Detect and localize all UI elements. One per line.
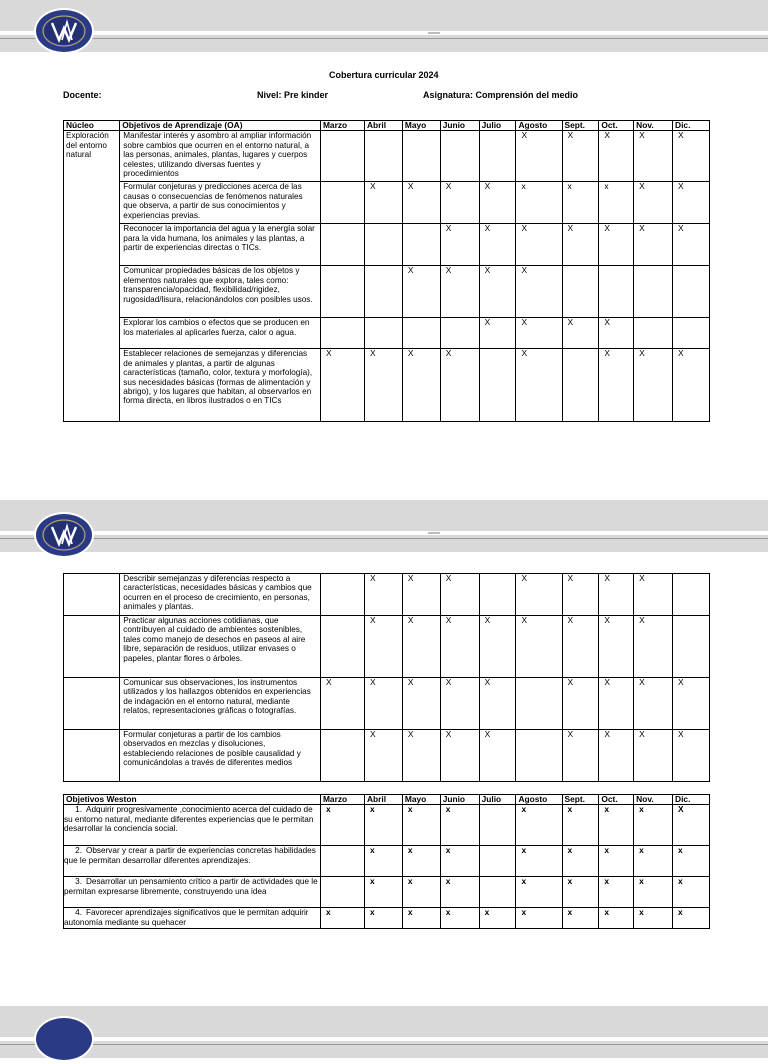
month-mark [479,349,516,422]
month-mark [479,846,516,877]
column-header: Objetivos Weston [64,795,321,805]
table-row [64,908,710,929]
table-row [64,349,710,422]
month-mark: x [440,805,479,846]
month-mark: x [320,908,364,929]
month-mark: X [673,678,710,730]
docente-label: Docente: [63,90,102,100]
month-mark [673,318,710,349]
oa-cell: Reconocer la importancia del agua y la energía solar para la vida humana, los animales y las plantas, a partir de experiencias directas o TICs. [120,224,321,266]
month-mark: X [440,730,479,782]
month-mark [673,616,710,678]
nucleo-cell-empty [64,730,120,782]
month-mark: X [599,574,634,616]
month-mark: X [516,574,562,616]
month-mark: x [516,908,562,929]
objective-number: 4. [75,908,82,918]
month-mark: X [634,182,673,224]
month-mark [320,877,364,908]
month-mark: X [402,730,440,782]
month-mark: X [562,318,599,349]
objective-text: Favorecer aprendizajes significativos que le permitan adquirir autonomía mediante su quehacer [64,908,309,927]
month-mark: X [516,224,562,266]
month-mark: x [673,908,710,929]
month-mark: X [599,349,634,422]
month-mark: x [634,846,673,877]
oa-cell: Manifestar interés y asombro al ampliar información sobre cambios que ocurren en el entorno natural, a las personas, animales, plantas, lugares y cuerpos celestes, utilizando diversas fuentes y procedimientos [120,131,321,182]
month-mark: x [364,846,402,877]
month-mark: X [402,616,440,678]
month-mark: X [479,730,516,782]
month-mark: x [562,877,599,908]
oa-cell: Practicar algunas acciones cotidianas, que contribuyen al cuidado de ambientes sostenibles, tales como manejo de desechos en paseos al aire libre, separación de residuos, utilizar envases o papeles, plantar flores o árboles. [120,616,321,678]
month-mark: X [440,266,479,318]
month-mark: X [364,730,402,782]
month-mark: x [364,877,402,908]
month-mark: x [516,182,562,224]
oa-cell: Establecer relaciones de semejanzas y diferencias de animales y plantas, a partir de algunas características (tamaño, color, textura y morfología), sus necesidades básicas (formas de alimentación y abrigo), y los lugares que habitan, al observarlos en forma directa, en libros ilustrados o en TICs [120,349,321,422]
month-mark [320,224,364,266]
table-row [64,846,710,877]
month-mark: x [402,805,440,846]
month-mark: x [634,908,673,929]
month-mark: x [599,182,634,224]
month-mark: x [402,846,440,877]
month-mark: X [320,349,364,422]
month-mark: X [634,224,673,266]
objective-number: 1. [75,805,82,815]
month-mark: X [479,266,516,318]
month-mark: x [634,805,673,846]
month-mark [440,131,479,182]
month-mark: X [562,678,599,730]
month-mark: x [364,908,402,929]
month-mark: X [402,182,440,224]
objective-text: Desarrollar un pensamiento crítico a partir de actividades que le permitan expresarse libremente, construyendo una idea [64,877,318,896]
month-mark [479,877,516,908]
month-mark [364,318,402,349]
month-mark [634,318,673,349]
column-header: Abril [364,795,402,805]
table-row [64,730,710,782]
table-row [64,182,710,224]
month-mark: X [634,349,673,422]
month-mark: X [479,182,516,224]
column-header: Agosto [516,795,562,805]
column-header: Julio [479,121,516,131]
month-mark: X [364,678,402,730]
column-header: Oct. [599,795,634,805]
month-mark [320,131,364,182]
month-mark [364,266,402,318]
month-mark: X [440,182,479,224]
weston-objective-cell [64,846,321,877]
month-mark: x [440,908,479,929]
column-header: Oct. [599,121,634,131]
month-mark: X [562,616,599,678]
month-mark: X [364,616,402,678]
month-mark: X [673,182,710,224]
month-mark [320,266,364,318]
month-mark [320,730,364,782]
month-mark [440,318,479,349]
month-mark: X [634,574,673,616]
month-mark: X [599,131,634,182]
month-mark: X [673,805,710,846]
month-mark: X [402,349,440,422]
table-row [64,131,710,182]
month-mark [402,318,440,349]
oa-cell: Comunicar propiedades básicas de los objetos y elementos naturales que explora, tales como: transparencia/opacidad, flexibilidad/rigidez, rugosidad/lisura, relacionándolos con posibles usos. [120,266,321,318]
month-mark [364,131,402,182]
month-mark: X [516,349,562,422]
month-mark [634,266,673,318]
column-header: Objetivos de Aprendizaje (OA) [120,121,321,131]
table-row [64,805,710,846]
month-mark [479,131,516,182]
month-mark: X [516,266,562,318]
weston-objectives-table [63,794,710,929]
asignatura-label: Asignatura: Comprensión del medio [423,90,579,100]
document-title: Cobertura curricular 2024 [329,70,439,80]
month-mark: x [599,908,634,929]
month-mark: X [440,616,479,678]
month-mark: X [479,616,516,678]
school-logo-3 [32,1012,96,1064]
table-row [64,224,710,266]
month-mark [320,616,364,678]
month-mark [320,846,364,877]
month-mark: X [516,131,562,182]
month-mark: X [402,574,440,616]
month-mark: X [440,678,479,730]
month-mark [516,730,562,782]
month-mark: x [562,908,599,929]
month-mark: X [516,616,562,678]
nucleo-cell-empty [64,616,120,678]
column-header: Abril [364,121,402,131]
column-header: Sept. [562,795,599,805]
column-header: Nov. [634,121,673,131]
month-mark [673,574,710,616]
month-mark [479,574,516,616]
month-mark: X [479,318,516,349]
month-mark: X [634,730,673,782]
month-mark: x [402,877,440,908]
month-mark [562,266,599,318]
month-mark: x [440,877,479,908]
column-header: Marzo [320,795,364,805]
oa-cell: Describir semejanzas y diferencias respecto a características, necesidades básicas y cambios que ocurren en el proceso de crecimiento, en personas, animales y plantas. [120,574,321,616]
month-mark: X [599,224,634,266]
month-mark: X [599,678,634,730]
nucleo-cell: Exploración del entorno natural [64,131,120,422]
month-mark: X [440,349,479,422]
month-mark [516,678,562,730]
month-mark: x [440,846,479,877]
curriculum-table-2 [63,573,710,782]
month-mark: X [673,730,710,782]
weston-objective-cell [64,908,321,929]
month-mark: X [562,574,599,616]
column-header: Sept. [562,121,599,131]
month-mark [562,349,599,422]
month-mark: x [599,846,634,877]
page-header-1 [0,0,768,52]
column-header: Mayo [402,795,440,805]
column-header: Junio [440,795,479,805]
month-mark: X [402,678,440,730]
school-logo-1 [32,4,96,56]
month-mark: x [364,805,402,846]
month-mark: X [634,678,673,730]
table-row [64,877,710,908]
table-row [64,318,710,349]
month-mark: x [599,805,634,846]
month-mark: X [562,730,599,782]
month-mark: x [516,877,562,908]
objective-number: 2. [75,846,82,856]
table-row [64,678,710,730]
month-mark: X [479,678,516,730]
column-header: Marzo [320,121,364,131]
page-header-2 [0,500,768,552]
month-mark: x [479,908,516,929]
month-mark: X [634,131,673,182]
month-mark: x [562,805,599,846]
month-mark: x [562,182,599,224]
column-header: Núcleo [64,121,120,131]
month-mark: X [599,730,634,782]
oa-cell: Formular conjeturas a partir de los cambios observados en mezclas y disoluciones, estableciendo relaciones de posible causalidad y comunicándolas a través de diferentes medios [120,730,321,782]
column-header: Nov. [634,795,673,805]
column-header: Junio [440,121,479,131]
month-mark: x [402,908,440,929]
month-mark: X [320,678,364,730]
objective-number: 3. [75,877,82,887]
month-mark: X [634,616,673,678]
month-mark [673,266,710,318]
oa-cell: Comunicar sus observaciones, los instrumentos utilizados y los hallazgos obtenidos en experiencias de indagación en el entorno natural, mediante relatos, representaciones gráficas o fotografías. [120,678,321,730]
table-row [64,574,710,616]
nivel-label: Nivel: Pre kinder [257,90,329,100]
column-header: Dic. [673,121,710,131]
month-mark: x [516,846,562,877]
page-header-3 [0,1006,768,1058]
month-mark [402,131,440,182]
month-mark: X [562,131,599,182]
curriculum-table-1 [63,120,710,422]
objective-text: Observar y crear a partir de experiencias concretas habilidades que le permitan desarrollar diferentes aprendizajes. [64,846,316,865]
month-mark: X [516,318,562,349]
column-header: Julio [479,795,516,805]
nucleo-cell-empty [64,678,120,730]
month-mark [599,266,634,318]
month-mark: X [479,224,516,266]
month-mark [402,224,440,266]
table-row [64,616,710,678]
month-mark: X [440,574,479,616]
column-header: Mayo [402,121,440,131]
column-header: Agosto [516,121,562,131]
oa-cell: Explorar los cambios o efectos que se producen en los materiales al aplicarles fuerza, calor o agua. [120,318,321,349]
month-mark: x [673,846,710,877]
table-row [64,266,710,318]
month-mark [364,224,402,266]
month-mark [320,182,364,224]
month-mark: X [562,224,599,266]
month-mark: X [673,349,710,422]
oa-cell: Formular conjeturas y predicciones acerca de las causas o consecuencias de fenómenos naturales que observa, a partir de sus conocimientos y experiencias previas. [120,182,321,224]
month-mark: X [402,266,440,318]
month-mark: x [320,805,364,846]
month-mark: X [364,349,402,422]
month-mark: X [364,182,402,224]
nucleo-cell-empty [64,574,120,616]
month-mark [479,805,516,846]
month-mark [320,318,364,349]
month-mark [320,574,364,616]
month-mark: x [562,846,599,877]
month-mark: X [673,224,710,266]
month-mark: x [516,805,562,846]
objective-text: Adquirir progresivamente ,conocimiento acerca del cuidado de su entorno natural, mediante diferentes experiencias que le permitan desarrollar la conciencia social. [64,805,314,834]
weston-objective-cell [64,805,321,846]
column-header: Dic. [673,795,710,805]
month-mark: X [440,224,479,266]
month-mark: x [599,877,634,908]
month-mark: X [364,574,402,616]
month-mark: x [673,877,710,908]
month-mark: X [599,318,634,349]
month-mark: X [673,131,710,182]
month-mark: X [599,616,634,678]
school-logo-2 [32,508,96,560]
month-mark: x [634,877,673,908]
weston-objective-cell [64,877,321,908]
